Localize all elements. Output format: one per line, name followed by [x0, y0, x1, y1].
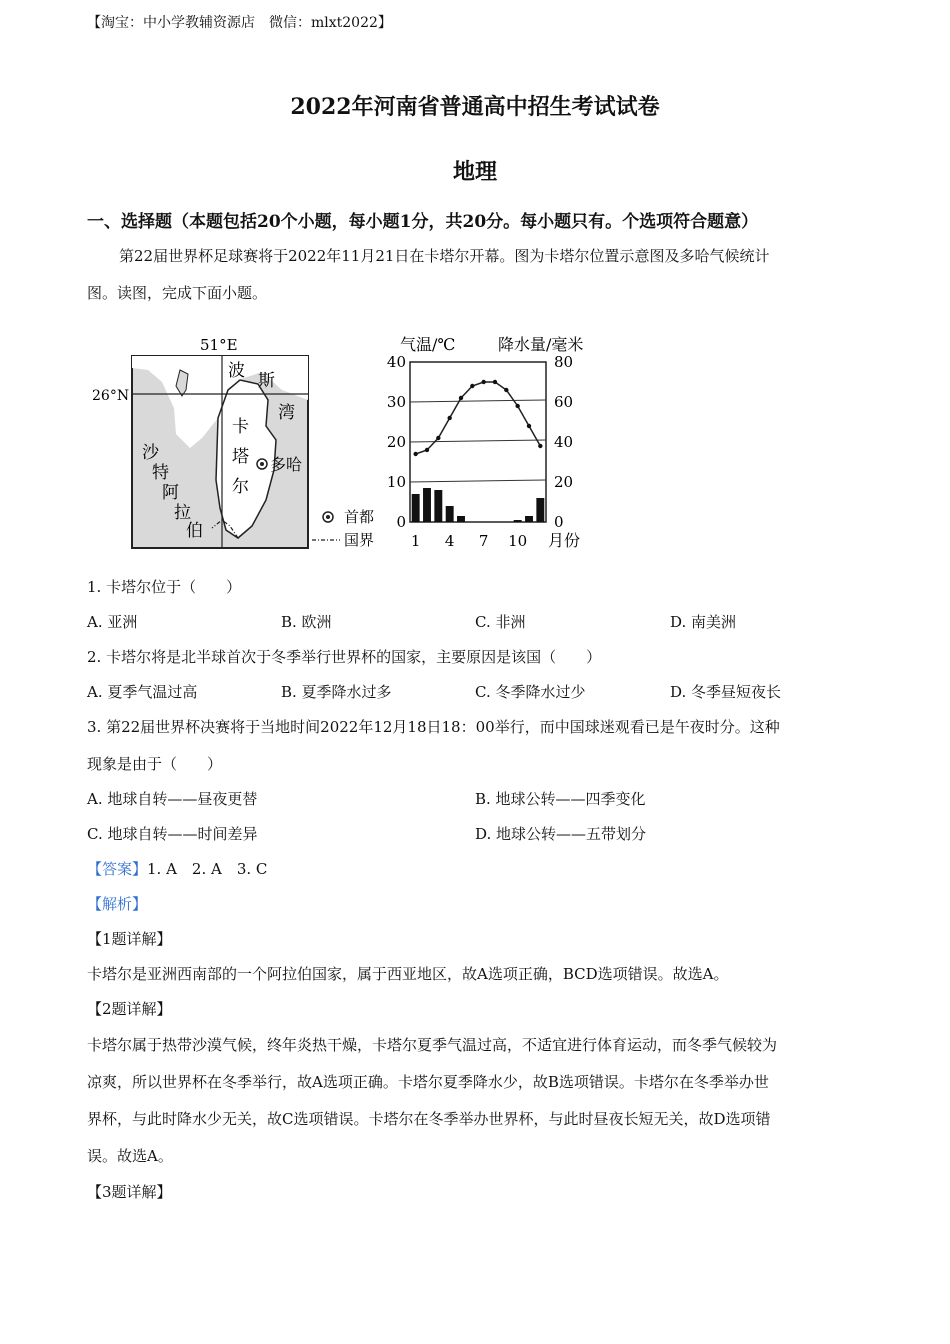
precip-tick-label: 20 — [554, 473, 574, 491]
temperature-line — [416, 382, 541, 454]
country-char-3: 尔 — [232, 477, 249, 497]
gridline — [410, 480, 546, 482]
sea-char-2: 斯 — [258, 371, 275, 391]
precip-bar — [412, 494, 420, 522]
section-heading: 一、选择题（本题包括20个小题，每小题1分，共20分。每小题只有。个选项符合题意） — [87, 212, 759, 232]
precip-tick-label: 80 — [554, 353, 574, 371]
temperature-point — [493, 380, 497, 384]
capital-marker-dot — [260, 462, 264, 466]
saudi-char-4: 拉 — [174, 503, 191, 523]
precip-bar — [525, 516, 533, 522]
saudi-char-2: 特 — [152, 463, 169, 483]
precip-axis-label: 降水量/毫米 — [498, 335, 584, 354]
q2-detail-line-4: 误。故选A。 — [87, 1147, 173, 1165]
legend-capital-dot — [326, 515, 330, 519]
temp-tick-label: 0 — [396, 513, 406, 531]
answer-text: 1. A 2. A 3. C — [147, 860, 268, 878]
precip-bar — [446, 506, 454, 522]
temp-tick-label: 30 — [386, 393, 406, 411]
q2-detail-line-3: 界杯，与此时降水少无关，故C选项错误。卡塔尔在冬季举办世界杯，与此时昼夜长短无关，故D选项错 — [87, 1110, 771, 1128]
temperature-point — [481, 380, 485, 384]
temperature-point — [470, 384, 474, 388]
q3-option-d[interactable]: D. 地球公转——五带划分 — [475, 825, 647, 843]
q1-option-b[interactable]: B. 欧洲 — [281, 613, 332, 631]
q1-option-d[interactable]: D. 南美洲 — [670, 613, 737, 631]
q2-detail-tag: 【2题详解】 — [87, 1000, 172, 1018]
q3-option-c[interactable]: C. 地球自转——时间差异 — [87, 825, 258, 843]
q3-stem-line-2: 现象是由于（ ） — [87, 755, 223, 773]
precip-tick-label: 0 — [554, 513, 564, 531]
q3-stem-line-1: 3. 第22届世界杯决赛将于当地时间2022年12月18日18：00举行，而中国球迷观看已是午夜时分。这种 — [87, 718, 780, 736]
gridline — [410, 440, 546, 442]
legend-border-label: 国界 — [344, 531, 375, 549]
month-tick-label: 7 — [478, 532, 489, 550]
q2-detail-line-2: 凉爽，所以世界杯在冬季举行，故A选项正确。卡塔尔夏季降水少，故B选项错误。卡塔尔在冬季举办世 — [87, 1073, 769, 1091]
temperature-point — [447, 416, 451, 420]
saudi-char-1: 沙 — [142, 443, 159, 463]
lat-label: 26°N — [92, 388, 130, 404]
q2-option-c[interactable]: C. 冬季降水过少 — [475, 683, 586, 701]
month-tick-label: 10 — [508, 532, 528, 550]
qatar-location-map — [90, 330, 390, 555]
q1-detail-text: 卡塔尔是亚洲西南部的一个阿拉伯国家，属于西亚地区，故A选项正确，BCD选项错误。故选A。 — [87, 965, 729, 983]
precip-bar — [434, 490, 442, 522]
intro-line-2: 图。读图，完成下面小题。 — [87, 284, 268, 302]
page-header: 【淘宝：中小学教辅资源店 微信：mlxt2022】 — [87, 15, 392, 31]
sea-char-1: 波 — [228, 361, 245, 381]
answer-line — [87, 858, 267, 879]
temperature-point — [504, 388, 508, 392]
temperature-point — [527, 424, 531, 428]
q2-detail-line-1: 卡塔尔属于热带沙漠气候，终年炎热干燥，卡塔尔夏季气温过高，不适宜进行体育运动，而冬季气候较为 — [87, 1036, 778, 1054]
month-tick-label: 1 — [410, 532, 421, 550]
saudi-char-5: 伯 — [186, 521, 203, 541]
analysis-tag: 【解析】 — [87, 895, 148, 913]
x-axis-label: 月份 — [548, 531, 581, 550]
answer-tag: 【答案】 — [87, 860, 148, 878]
saudi-char-3: 阿 — [162, 483, 179, 503]
temp-tick-label: 10 — [386, 473, 406, 491]
q3-detail-tag: 【3题详解】 — [87, 1183, 172, 1201]
exam-title: 2022年河南省普通高中招生考试试卷 — [290, 94, 660, 120]
q2-stem: 2. 卡塔尔将是北半球首次于冬季举行世界杯的国家，主要原因是该国（ ） — [87, 648, 602, 666]
sea-char-3: 湾 — [278, 403, 295, 423]
temperature-point — [413, 452, 417, 456]
doha-climate-chart — [380, 328, 610, 556]
precip-tick-label: 60 — [554, 393, 574, 411]
q3-option-a[interactable]: A. 地球自转——昼夜更替 — [87, 790, 258, 808]
q2-option-d[interactable]: D. 冬季昼短夜长 — [670, 683, 782, 701]
temperature-point — [425, 448, 429, 452]
country-char-1: 卡 — [232, 417, 249, 437]
temp-tick-label: 20 — [386, 433, 406, 451]
q2-option-a[interactable]: A. 夏季气温过高 — [87, 683, 198, 701]
temp-axis-label: 气温/℃ — [400, 335, 456, 354]
precip-bar — [423, 488, 431, 522]
temperature-point — [436, 436, 440, 440]
temperature-point — [515, 404, 519, 408]
lon-label: 51°E — [200, 336, 238, 354]
precip-tick-label: 40 — [554, 433, 574, 451]
temp-tick-label: 40 — [386, 353, 406, 371]
legend-capital-label: 首都 — [344, 508, 375, 526]
country-char-2: 塔 — [232, 447, 249, 467]
q1-stem: 1. 卡塔尔位于（ ） — [87, 578, 242, 596]
q3-option-b[interactable]: B. 地球公转——四季变化 — [475, 790, 646, 808]
q2-option-b[interactable]: B. 夏季降水过多 — [281, 683, 392, 701]
precip-bar — [536, 498, 544, 522]
capital-label: 多哈 — [270, 455, 303, 474]
month-tick-label: 4 — [444, 532, 455, 550]
q1-option-c[interactable]: C. 非洲 — [475, 613, 526, 631]
q1-detail-tag: 【1题详解】 — [87, 930, 172, 948]
temperature-point — [459, 396, 463, 400]
precip-bar — [514, 520, 522, 522]
q1-option-a[interactable]: A. 亚洲 — [87, 613, 138, 631]
precip-bar — [457, 516, 465, 522]
subject-title: 地理 — [452, 159, 497, 185]
gridline — [410, 400, 546, 402]
temperature-point — [538, 444, 542, 448]
intro-line-1: 第22届世界杯足球赛将于2022年11月21日在卡塔尔开幕。图为卡塔尔位置示意图及多哈气候统计 — [119, 247, 770, 265]
